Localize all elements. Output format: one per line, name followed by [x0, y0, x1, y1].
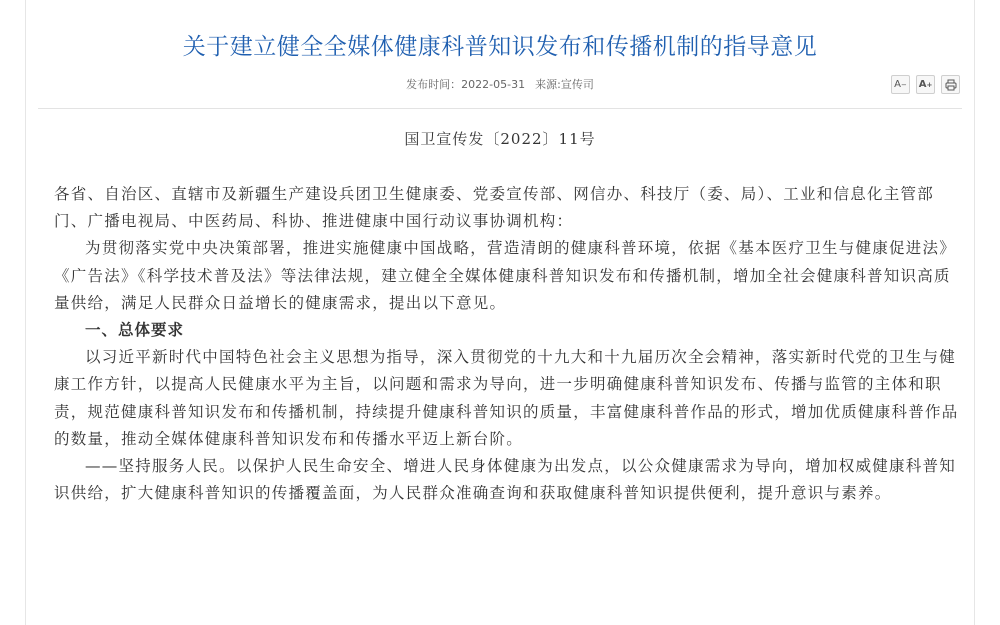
publish-date: 2022-05-31	[461, 78, 526, 91]
section-heading: 一、总体要求	[85, 321, 185, 340]
document-body	[54, 181, 960, 507]
font-increase-button[interactable]: A +	[916, 75, 935, 94]
article-page	[25, 0, 975, 625]
section-paragraph: 以习近平新时代中国特色社会主义思想为指导，深入贯彻党的十九大和十九届历次全会精神，落实新时代党的卫生与健康工作方针，以提高人民健康水平为主旨，以问题和需求为导向，进一步明确健康科普知识发布、传播与监管的主体和职责，规范健康科普知识发布和传播机制，持续提升健康科普知识的质量，丰富健康科普作品的形式，增加优质健康科普作品的数量，推动全媒体健康科普知识发布和传播水平迈上新台阶。	[54, 348, 959, 448]
article-toolbar	[891, 75, 960, 94]
addressee-paragraph: 各省、自治区、直辖市及新疆生产建设兵团卫生健康委、党委宣传部、网信办、科技厅（委、局）、工业和信息化主管部门、广播电视局、中医药局、科协、推进健康中国行动议事协调机构：	[54, 185, 935, 231]
font-decrease-button[interactable]: A −	[891, 75, 910, 94]
principle-paragraph: ——坚持服务人民。以保护人民生命安全、增进人民身体健康为出发点，以公众健康需求为导向，增加权威健康科普知识供给，扩大健康科普知识的传播覆盖面，为人民群众准确查询和获取健康科普知识提供便利，提升意识与素养。	[54, 457, 957, 503]
document-number: 国卫宣传发〔2022〕11号	[404, 130, 596, 148]
page-title: 关于建立健全全媒体健康科普知识发布和传播机制的指导意见	[182, 34, 818, 60]
header-divider	[38, 108, 962, 109]
printer-icon	[945, 79, 957, 91]
print-button[interactable]	[941, 75, 960, 94]
source-label: 来源:	[535, 78, 561, 91]
source-value: 宣传司	[560, 78, 594, 91]
intro-paragraph: 为贯彻落实党中央决策部署，推进实施健康中国战略，营造清朗的健康科普环境，依据《基本医疗卫生与健康促进法》《广告法》《科学技术普及法》等法律法规，建立健全全媒体健康科普知识发布和传播机制，增加全社会健康科普知识高质量供给，满足人民群众日益增长的健康需求，提出以下意见。	[54, 239, 957, 312]
publish-date-label: 发布时间：	[406, 78, 462, 91]
article-meta	[26, 76, 974, 92]
